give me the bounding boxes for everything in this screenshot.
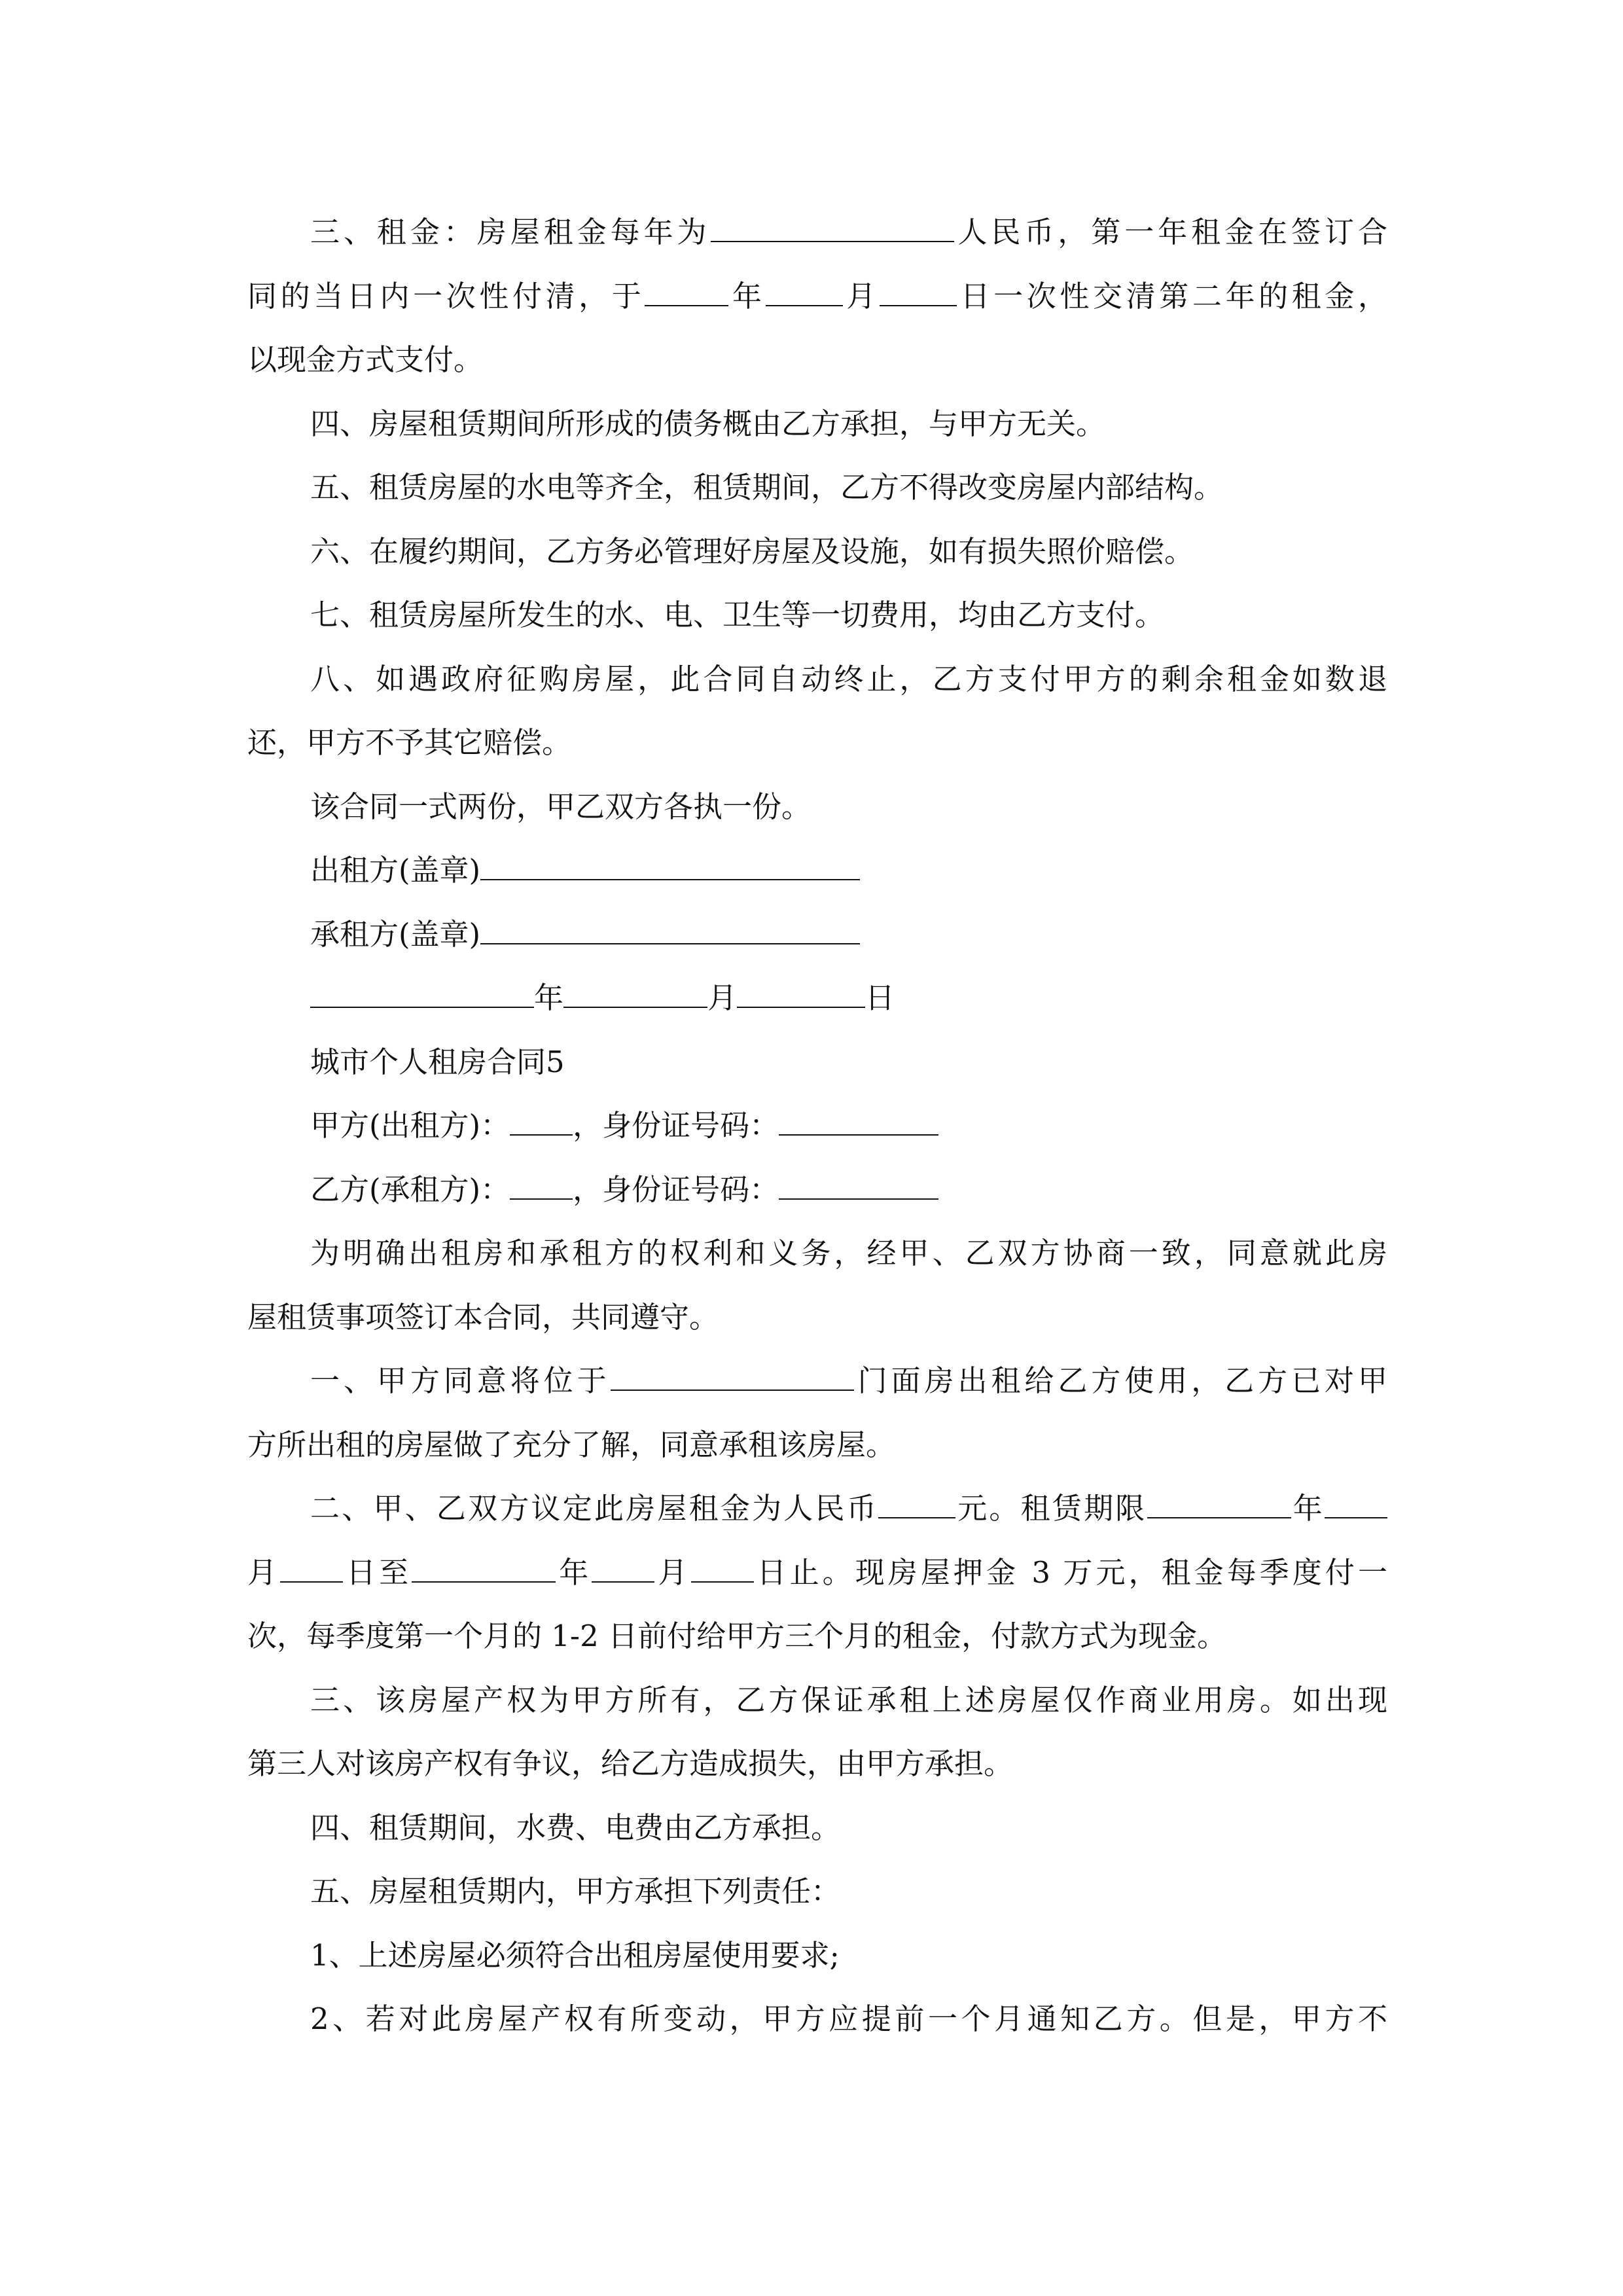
- clause-2-line-3: 次，每季度第一个月的 1-2 日前付给甲方三个月的租金，付款方式为现金。: [247, 1619, 1227, 1653]
- preamble-line-1: 为明确出租房和承租方的权利和义务，经甲、乙双方协商一致，同意就此房: [310, 1236, 1387, 1270]
- text: 元。租赁期限: [955, 1491, 1147, 1526]
- contract-title: 城市个人租房合同5: [310, 1044, 565, 1079]
- clause-8-line-2: 还，甲方不予其它赔偿。: [247, 725, 572, 760]
- text: 月: [842, 278, 880, 314]
- lessee-signature-line: [247, 903, 1387, 967]
- party-b-id-blank[interactable]: [779, 1198, 938, 1200]
- signing-month-blank[interactable]: [563, 1006, 707, 1008]
- text: 日一次性交清第二年的租金，: [956, 278, 1387, 314]
- lease-start-day-blank[interactable]: [280, 1581, 343, 1583]
- text: 门面房出租给乙方使用，乙方已对甲: [853, 1363, 1387, 1398]
- text: 月: [654, 1554, 691, 1590]
- year-blank[interactable]: [645, 304, 728, 306]
- rent-clause-line-2: [247, 264, 1387, 329]
- party-b-line: [247, 1158, 1387, 1222]
- text: 一、甲方同意将位于: [310, 1363, 611, 1398]
- text: 年: [728, 278, 766, 314]
- text: 日: [865, 980, 895, 1015]
- lease-start-year-blank[interactable]: [1147, 1516, 1291, 1518]
- rent-clause-line-1: [247, 200, 1387, 264]
- preamble-line-2: 屋租赁事项签订本合同，共同遵守。: [247, 1299, 719, 1335]
- clause-5-structure: 五、租赁房屋的水电等齐全，租赁期间，乙方不得改变房屋内部结构。: [310, 470, 1224, 505]
- party-a-label: 甲方(出租方)：: [310, 1108, 510, 1143]
- lessee-signature-label: 承租方(盖章): [310, 916, 481, 952]
- clause-3-line-1: 三、该房屋产权为甲方所有，乙方保证承租上述房屋仅作商业用房。如出现: [310, 1682, 1387, 1717]
- party-b-id-label: ，身份证号码：: [573, 1172, 779, 1207]
- party-a-name-blank[interactable]: [510, 1134, 573, 1136]
- party-a-line: [247, 1094, 1387, 1158]
- party-b-label: 乙方(承租方)：: [310, 1172, 510, 1207]
- lease-end-year-blank[interactable]: [412, 1581, 556, 1583]
- lessor-signature-blank[interactable]: [480, 878, 860, 880]
- text: 同的当日内一次性付清，于: [247, 278, 645, 314]
- lease-end-day-blank[interactable]: [691, 1581, 754, 1583]
- party-a-id-label: ，身份证号码：: [573, 1108, 779, 1143]
- text: 三、租金：房屋租金每年为: [310, 215, 711, 249]
- clause-7-fees: 七、租赁房屋所发生的水、电、卫生等一切费用，均由乙方支付。: [310, 598, 1165, 632]
- signing-date-line: [247, 966, 1387, 1030]
- annual-rent-blank[interactable]: [711, 240, 954, 242]
- party-b-name-blank[interactable]: [510, 1198, 573, 1200]
- clause-6-maintenance: 六、在履约期间，乙方务必管理好房屋及设施，如有损失照价赔偿。: [310, 533, 1194, 569]
- text: 年: [1291, 1491, 1325, 1526]
- signing-year-blank[interactable]: [310, 1006, 534, 1008]
- document-page: [247, 200, 1387, 2051]
- lessor-signature-line: [247, 838, 1387, 903]
- rent-amount-blank[interactable]: [878, 1516, 955, 1518]
- lessor-signature-label: 出租方(盖章): [310, 853, 481, 888]
- clause-1-line-1: [247, 1349, 1387, 1413]
- party-a-id-blank[interactable]: [779, 1134, 938, 1136]
- text: 月: [707, 980, 738, 1015]
- clause-8-line-1: 八、如遇政府征购房屋，此合同自动终止，乙方支付甲方的剩余租金如数退: [310, 661, 1387, 696]
- text: 年: [534, 980, 564, 1015]
- copies-statement: 该合同一式两份，甲乙双方各执一份。: [310, 789, 812, 824]
- clause-5-item-2: 2、若对此房屋产权有所变动，甲方应提前一个月通知乙方。但是，甲方不: [310, 2001, 1387, 2036]
- text: 二、甲、乙双方议定此房屋租金为人民币: [310, 1491, 878, 1526]
- text: 月: [247, 1554, 281, 1590]
- lease-start-month-blank[interactable]: [1325, 1516, 1387, 1518]
- clause-2-line-1: [247, 1477, 1387, 1541]
- clause-4-utilities: 四、租赁期间，水费、电费由乙方承担。: [310, 1810, 841, 1845]
- lease-end-month-blank[interactable]: [592, 1581, 654, 1583]
- clause-2-line-2: [247, 1541, 1387, 1605]
- text: 人民币，第一年租金在签订合: [954, 215, 1387, 249]
- clause-4-debts: 四、房屋租赁期间所形成的债务概由乙方承担，与甲方无关。: [310, 406, 1106, 441]
- clause-5-heading: 五、房屋租赁期内，甲方承担下列责任：: [310, 1874, 841, 1909]
- clause-5-item-1: 1、上述房屋必须符合出租房屋使用要求;: [310, 1937, 840, 1973]
- lessee-signature-blank[interactable]: [480, 942, 860, 944]
- property-location-blank[interactable]: [611, 1389, 854, 1391]
- clause-1-line-2: 方所出租的房屋做了充分了解，同意承租该房屋。: [247, 1427, 896, 1462]
- clause-3-line-2: 第三人对该房产权有争议，给乙方造成损失，由甲方承担。: [247, 1746, 1014, 1781]
- text: 年: [556, 1554, 592, 1590]
- rent-clause-line-3: 以现金方式支付。: [247, 342, 484, 377]
- signing-day-blank[interactable]: [737, 1006, 865, 1008]
- text: 日止。现房屋押金 3 万元，租金每季度付一: [753, 1554, 1387, 1590]
- month-blank[interactable]: [766, 304, 843, 306]
- day-blank[interactable]: [880, 304, 957, 306]
- text: 日至: [343, 1554, 412, 1590]
